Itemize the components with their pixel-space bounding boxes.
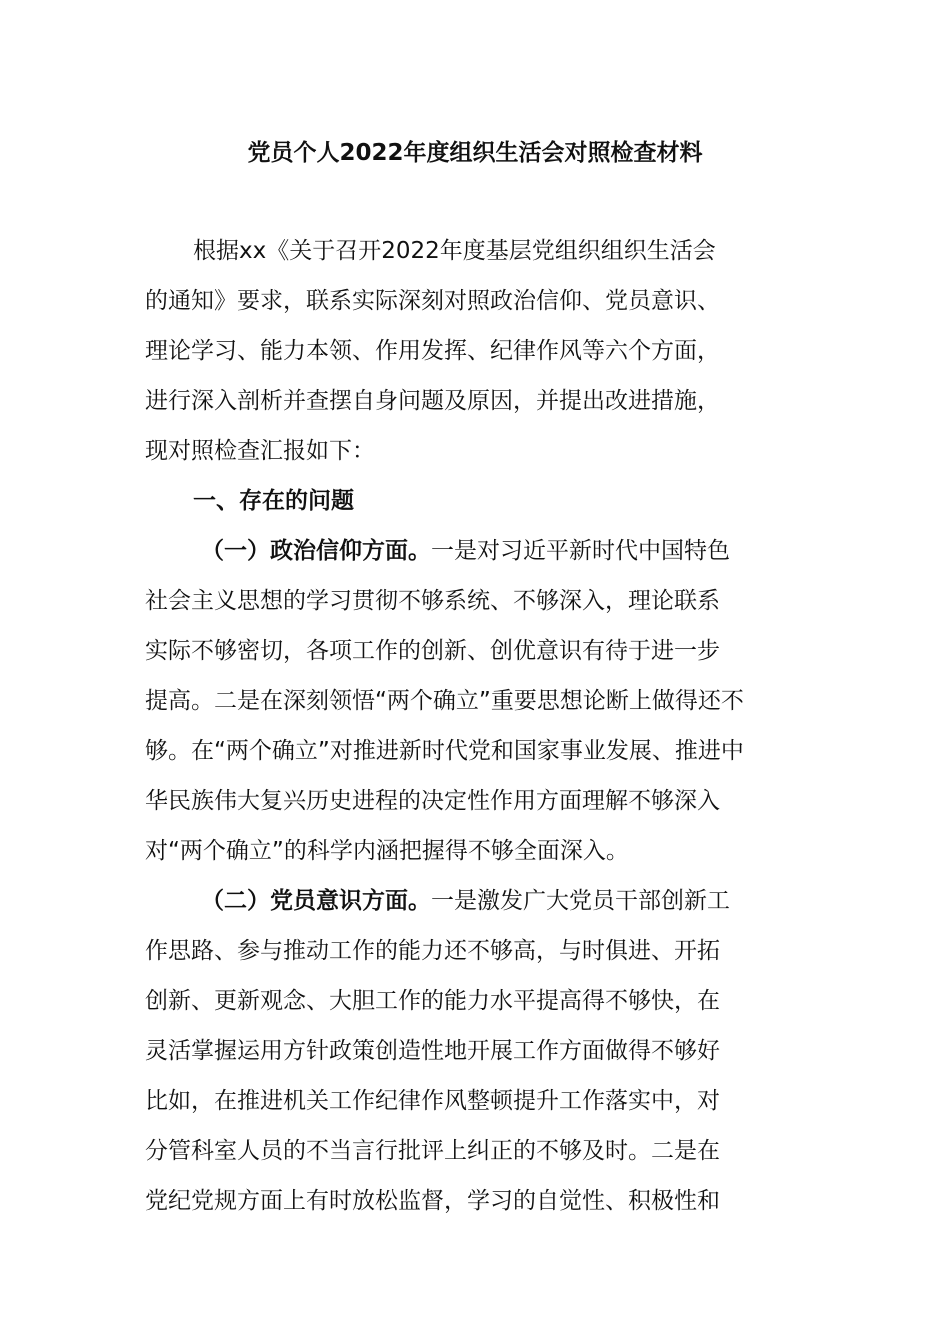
intro-line: 理论学习、能力本领、作用发挥、纪律作风等六个方面， xyxy=(145,338,720,364)
item1-line: 实际不够密切，各项工作的创新、创优意识有待于进一步 xyxy=(145,638,720,664)
item1-first-line-text: 一是对习近平新时代中国特色 xyxy=(431,538,730,564)
item2-line: 灵活掌握运用方针政策创造性地开展工作方面做得不够好 xyxy=(145,1038,720,1064)
intro-line: 进行深入剖析并查摆自身问题及原因，并提出改进措施， xyxy=(145,388,720,414)
item2-line: 分管科室人员的不当言行批评上纠正的不够及时。二是在 xyxy=(145,1138,720,1164)
item2-line: 党纪党规方面上有时放松监督，学习的自觉性、积极性和 xyxy=(145,1188,720,1214)
intro-line: 现对照检查汇报如下： xyxy=(145,438,375,464)
item1-first-line xyxy=(145,526,805,576)
document-title: 党员个人2022年度组织生活会对照检查材料 xyxy=(247,140,703,166)
intro-line: 的通知》要求，联系实际深刻对照政治信仰、党员意识、 xyxy=(145,288,720,314)
item2-line: 作思路、参与推动工作的能力还不够高，与时俱进、开拓 xyxy=(145,938,720,964)
item1-line: 对“两个确立”的科学内涵把握得不够全面深入。 xyxy=(145,838,629,864)
item1-line: 华民族伟大复兴历史进程的决定性作用方面理解不够深入 xyxy=(145,788,720,814)
item2-line: 比如，在推进机关工作纪律作风整顿提升工作落实中，对 xyxy=(145,1088,720,1114)
section-heading: 一、存在的问题 xyxy=(193,488,354,514)
document-body xyxy=(145,226,805,1226)
item1-line: 提高。二是在深刻领悟“两个确立”重要思想论断上做得还不 xyxy=(145,688,744,714)
item2-first-line-text: 一是激发广大党员干部创新工 xyxy=(431,888,730,914)
item1-heading: （一）政治信仰方面。 xyxy=(201,538,431,564)
item2-line: 创新、更新观念、大胆工作的能力水平提高得不够快，在 xyxy=(145,988,720,1014)
item1-line: 社会主义思想的学习贯彻不够系统、不够深入，理论联系 xyxy=(145,588,720,614)
item2-first-line xyxy=(145,876,805,926)
intro-line: 根据xx《关于召开2022年度基层党组织组织生活会 xyxy=(193,238,716,264)
item2-heading: （二）党员意识方面。 xyxy=(201,888,431,914)
item1-line: 够。在“两个确立”对推进新时代党和国家事业发展、推进中 xyxy=(145,738,744,764)
